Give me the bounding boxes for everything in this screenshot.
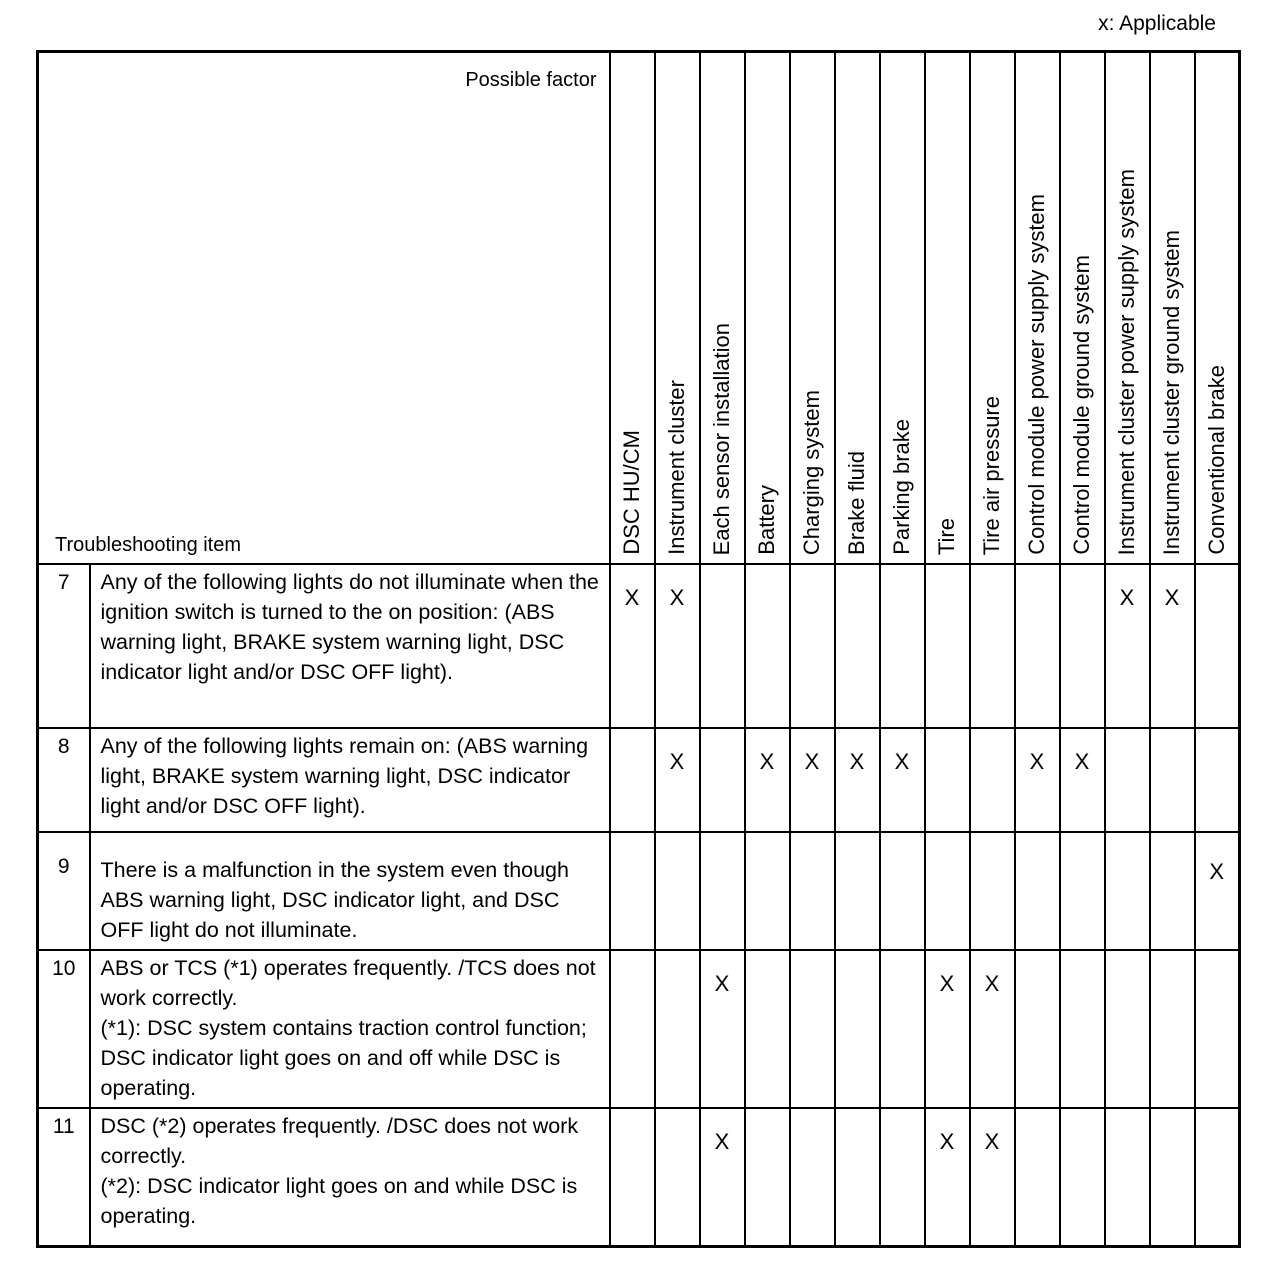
mark-cell: [610, 728, 655, 832]
row-text: DSC (*2) operates frequently. /DSC does not work correctly.: [100, 1114, 579, 1168]
factor-header: [1150, 52, 1195, 565]
mark-cell: [655, 950, 700, 1108]
mark-cell: [835, 832, 880, 950]
mark-cell: [655, 1108, 700, 1246]
factor-label: Tire: [934, 517, 959, 555]
mark-cell: [880, 950, 925, 1108]
mark-cell: [790, 1108, 835, 1246]
mark-cell: X: [970, 950, 1015, 1108]
factor-header: [1105, 52, 1150, 565]
mark-cell: [790, 950, 835, 1108]
mark-cell: [1015, 950, 1060, 1108]
row-description: [90, 564, 610, 728]
factor-header: [1060, 52, 1105, 565]
mark-cell: [790, 832, 835, 950]
row-text: ABS or TCS (*1) operates frequently. /TCS does not work correctly.: [100, 956, 596, 1010]
factor-label: Control module power supply system: [1024, 194, 1049, 555]
factor-label: Instrument cluster ground system: [1159, 229, 1184, 555]
mark-cell: X: [925, 1108, 970, 1246]
corner-cell: [38, 52, 610, 565]
mark-cell: [970, 832, 1015, 950]
factor-header: [1015, 52, 1060, 565]
factor-label: Control module ground system: [1069, 255, 1094, 555]
mark-cell: [1015, 564, 1060, 728]
mark-cell: X: [970, 1108, 1015, 1246]
mark-cell: [1150, 728, 1195, 832]
mark-cell: [1195, 728, 1240, 832]
mark-cell: [700, 564, 745, 728]
row-description: [90, 950, 610, 1108]
mark-cell: [1060, 950, 1105, 1108]
mark-cell: [880, 1108, 925, 1246]
mark-cell: X: [1105, 564, 1150, 728]
factor-label: Conventional brake: [1203, 365, 1229, 555]
mark-cell: X: [700, 950, 745, 1108]
mark-cell: [745, 564, 790, 728]
mark-cell: [970, 728, 1015, 832]
mark-cell: [610, 832, 655, 950]
possible-factor-label: Possible factor: [465, 69, 597, 91]
mark-cell: [1060, 1108, 1105, 1246]
factor-label: Brake fluid: [844, 451, 869, 555]
factor-label: Tire air pressure: [979, 395, 1004, 555]
mark-cell: [1105, 728, 1150, 832]
mark-cell: [925, 832, 970, 950]
factor-label: DSC HU/CM: [619, 430, 644, 555]
factor-label: Charging system: [799, 389, 824, 555]
factor-label: Battery: [754, 485, 779, 555]
mark-cell: [700, 832, 745, 950]
mark-cell: [655, 832, 700, 950]
table-row: [38, 950, 1240, 1108]
row-description: [90, 1108, 610, 1246]
mark-cell: [880, 832, 925, 950]
factor-header: [745, 52, 790, 565]
factor-header: [790, 52, 835, 565]
row-number: 7: [38, 564, 90, 728]
mark-cell: [1195, 950, 1240, 1108]
mark-cell: X: [745, 728, 790, 832]
row-description: [90, 728, 610, 832]
factor-label: Parking brake: [889, 419, 914, 555]
row-note: (*1): DSC system contains traction control function; DSC indicator light goes on and off while DSC is operating.: [100, 1016, 587, 1100]
factor-header: [610, 52, 655, 565]
mark-cell: X: [655, 564, 700, 728]
mark-cell: [1150, 950, 1195, 1108]
mark-cell: [1060, 564, 1105, 728]
mark-cell: [1105, 832, 1150, 950]
mark-cell: [745, 950, 790, 1108]
row-number: 8: [38, 728, 90, 832]
mark-cell: X: [1015, 728, 1060, 832]
mark-cell: [700, 728, 745, 832]
factor-label: Each sensor installation: [709, 322, 734, 555]
factor-header: [1195, 52, 1240, 565]
factor-header: [700, 52, 745, 565]
factor-header: [970, 52, 1015, 565]
mark-cell: [1195, 564, 1240, 728]
mark-cell: [745, 832, 790, 950]
row-note: (*2): DSC indicator light goes on and while DSC is operating.: [100, 1174, 578, 1228]
mark-cell: [790, 564, 835, 728]
mark-cell: [1105, 950, 1150, 1108]
mark-cell: X: [1060, 728, 1105, 832]
mark-cell: [835, 950, 880, 1108]
mark-cell: [745, 1108, 790, 1246]
row-description: [90, 832, 610, 950]
factor-header: [655, 52, 700, 565]
mark-cell: X: [610, 564, 655, 728]
row-number: 9: [38, 832, 90, 950]
mark-cell: [1150, 1108, 1195, 1246]
mark-cell: [1150, 832, 1195, 950]
mark-cell: X: [1150, 564, 1195, 728]
troubleshooting-table: [36, 50, 1241, 1248]
mark-cell: [1015, 832, 1060, 950]
mark-cell: [1195, 1108, 1240, 1246]
factor-header: [835, 52, 880, 565]
factor-label: Instrument cluster power supply system: [1114, 168, 1139, 555]
legend: x: Applicable: [1098, 12, 1216, 35]
factor-header: [880, 52, 925, 565]
mark-cell: [880, 564, 925, 728]
mark-cell: [610, 950, 655, 1108]
mark-cell: [925, 564, 970, 728]
mark-cell: [835, 1108, 880, 1246]
row-number: 10: [38, 950, 90, 1108]
factor-header: [925, 52, 970, 565]
mark-cell: X: [835, 728, 880, 832]
mark-cell: X: [880, 728, 925, 832]
mark-cell: [835, 564, 880, 728]
header-row: [38, 52, 1240, 565]
table-row: [38, 564, 1240, 728]
mark-cell: X: [700, 1108, 745, 1246]
table-row: [38, 728, 1240, 832]
mark-cell: [1015, 1108, 1060, 1246]
factor-label: Instrument cluster: [664, 380, 689, 555]
table-row: [38, 832, 1240, 950]
row-text: Any of the following lights do not illuminate when the ignition switch is turned to the on position: (ABS warning light, BRAKE system warning light, DSC indicator light and/or DSC OFF light).: [100, 570, 599, 684]
mark-cell: [1105, 1108, 1150, 1246]
mark-cell: [610, 1108, 655, 1246]
mark-cell: X: [1195, 832, 1240, 950]
mark-cell: X: [790, 728, 835, 832]
mark-cell: [1060, 832, 1105, 950]
mark-cell: [925, 728, 970, 832]
row-text: Any of the following lights remain on: (ABS warning light, BRAKE system warning light, DSC indicator light and/or DSC OFF light).: [100, 734, 589, 818]
table-row: [38, 1108, 1240, 1246]
mark-cell: X: [655, 728, 700, 832]
row-number: 11: [38, 1108, 90, 1246]
mark-cell: [970, 564, 1015, 728]
row-text: There is a malfunction in the system even though ABS warning light, DSC indicator light, and DSC OFF light do not illuminate.: [100, 858, 569, 942]
mark-cell: X: [925, 950, 970, 1108]
troubleshooting-item-label: Troubleshooting item: [55, 534, 242, 556]
